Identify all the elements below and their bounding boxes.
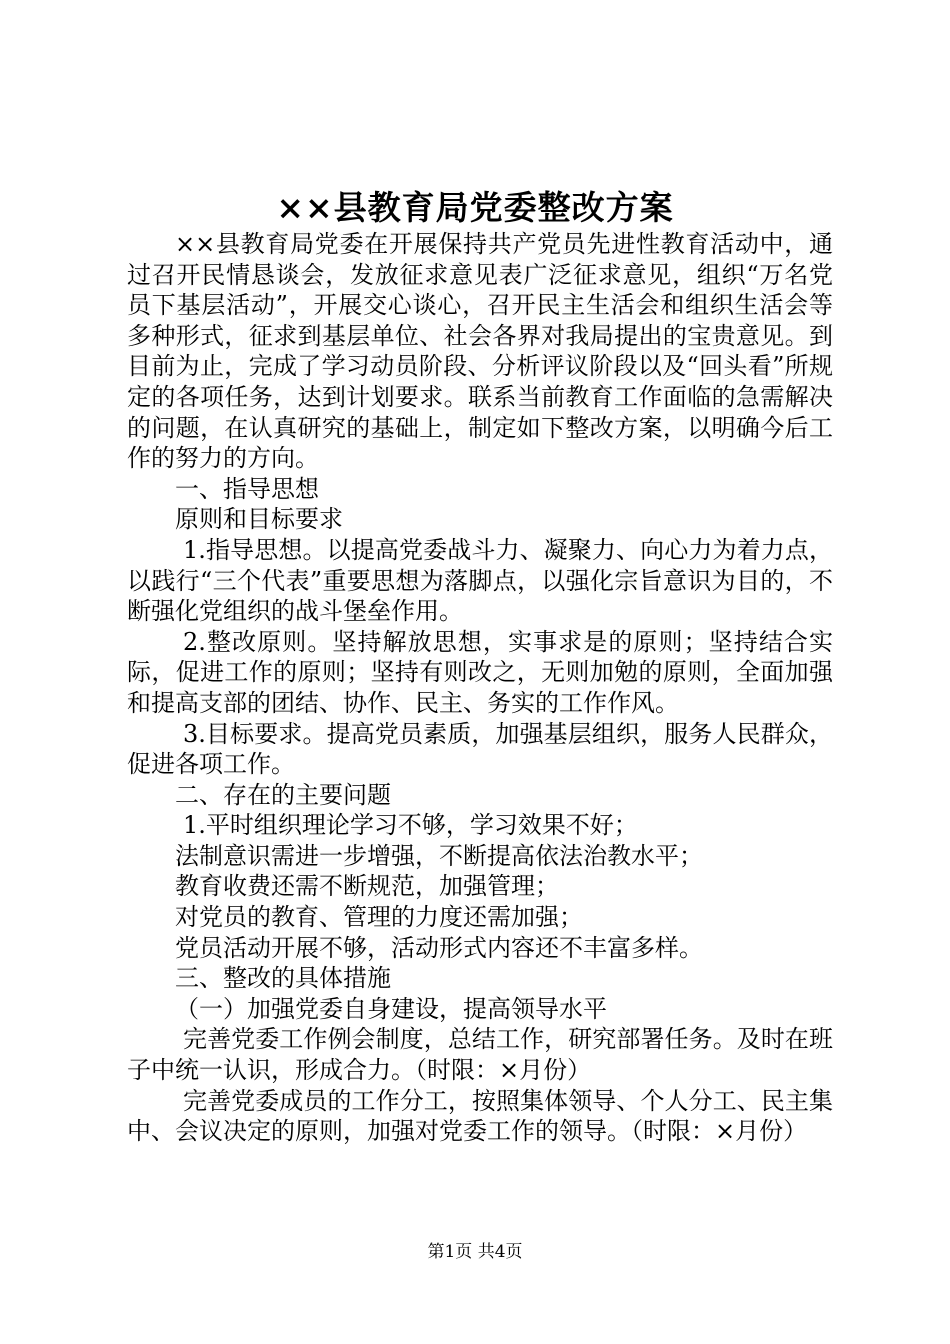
- intro-paragraph: ××县教育局党委在开展保持共产党员先进性教育活动中，通过召开民情恳谈会，发放征求意见表广泛征求意见，组织“万名党员下基层活动”，开展交心谈心，召开民主生活会和组织生活会等多种形式，征求到基层单位、社会各界对我局提出的宝贵意见。到目前为止，完成了学习动员阶段、分析评议阶段以及“回头看”所规定的各项任务，达到计划要求。联系当前教育工作面临的急需解决的问题，在认真研究的基础上，制定如下整改方案，以明确今后工作的努力的方向。: [127, 230, 833, 473]
- subheading-principles-goals: 原则和目标要求: [175, 505, 343, 534]
- section-heading-main-problems: 二、存在的主要问题: [175, 780, 391, 809]
- problem-item-1: 1.平时组织理论学习不够，学习效果不好；: [183, 811, 638, 840]
- page-number-footer: 第1页 共4页: [427, 1242, 523, 1262]
- problem-item-2: 法制意识需进一步增强，不断提高依法治教水平；: [175, 841, 703, 870]
- measure-item-2: 完善党委成员的工作分工，按照集体领导、个人分工、民主集中、会议决定的原则，加强对党委工作的领导。（时限：×月份）: [127, 1086, 833, 1146]
- document-title: ××县教育局党委整改方案: [276, 188, 674, 227]
- problem-item-3: 教育收费还需不断规范，加强管理；: [175, 872, 559, 901]
- subheading-party-building: （一）加强党委自身建设，提高领导水平: [175, 994, 607, 1023]
- problem-item-5: 党员活动开展不够，活动形式内容还不丰富多样。: [175, 933, 703, 962]
- item-guiding-thought: 1.指导思想。以提高党委战斗力、凝聚力、向心力为着力点，以践行“三个代表”重要思想为落脚点，以强化宗旨意识为目的，不断强化党组织的战斗堡垒作用。: [127, 535, 833, 626]
- item-target-requirements: 3.目标要求。提高党员素质，加强基层组织，服务人民群众，促进各项工作。: [127, 719, 833, 779]
- item-rectification-principle: 2.整改原则。坚持解放思想，实事求是的原则；坚持结合实际，促进工作的原则；坚持有则改之，无则加勉的原则，全面加强和提高支部的团结、协作、民主、务实的工作作风。: [127, 627, 833, 717]
- section-heading-measures: 三、整改的具体措施: [175, 964, 391, 993]
- document-body: [127, 229, 833, 1147]
- measure-item-1: 完善党委工作例会制度，总结工作，研究部署任务。及时在班子中统一认识，形成合力。（时限：×月份）: [127, 1025, 833, 1085]
- section-heading-guiding-thought: 一、指导思想: [175, 474, 319, 503]
- problem-item-4: 对党员的教育、管理的力度还需加强；: [175, 903, 583, 932]
